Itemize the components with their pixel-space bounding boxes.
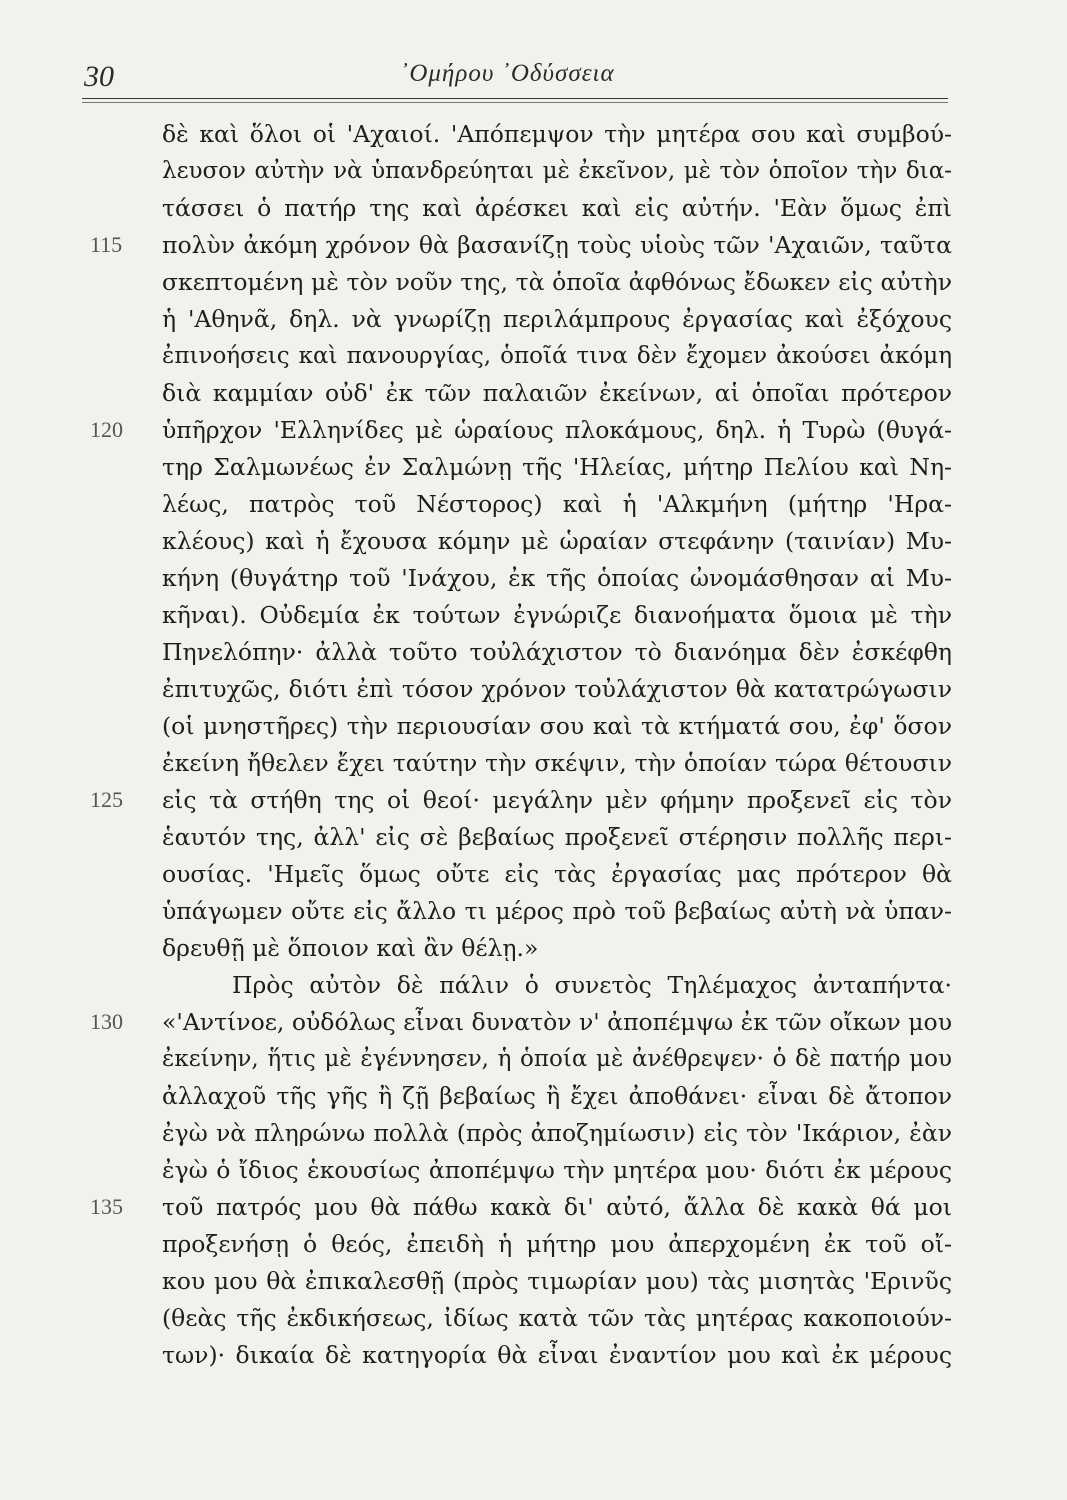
text-line: ἀλλαχοῦ τῆς γῆς ἢ ζῇ βεβαίως ἢ ἔχει ἀποθάνει· εἶναι δὲ ἄτοπον [162,1082,952,1110]
line-number: 120 [90,417,123,442]
text-line: ἐγὼ ὁ ἴδιος ἑκουσίως ἀποπέμψω τὴν μητέρα μου· διότι ἐκ μέρους [162,1156,952,1184]
text-line: σκεπτομένη μὲ τὸν νοῦν της, τὰ ὁποῖα ἀφθόνως ἔδωκεν εἰς αὐτὴν [162,268,952,296]
text-line: ἐκείνην, ἥτις μὲ ἐγέννησεν, ἡ ὁποία μὲ ἀνέθρεψεν· ὁ δὲ πατήρ μου [162,1046,952,1072]
text-line: προξενήσῃ ὁ θεός, ἐπειδὴ ἡ μήτηρ μου ἀπερχομένη ἐκ τοῦ οἴ- [162,1230,952,1258]
text-line: (θεὰς τῆς ἐκδικήσεως, ἰδίως κατὰ τῶν τὰς μητέρας κακοποιούν- [162,1304,952,1332]
text-line: ἐπινοήσεις καὶ πανουργίας, ὁποῖά τινα δὲν ἔχομεν ἀκούσει ἀκόμη [162,343,952,369]
text-line: ἑαυτόν της, ἀλλ' εἰς σὲ βεβαίως προξενεῖ στέρησιν πολλῆς περι- [162,823,952,851]
text-line: ἐγὼ νὰ πληρώνω πολλὰ (πρὸς ἀποζημίωσιν) εἰς τὸν 'Ικάριον, ἐὰν [162,1119,952,1147]
text-line: ὑπῆρχον 'Ελληνίδες μὲ ὡραίους πλοκάμους, δηλ. ἡ Τυρὼ (θυγά- [162,416,952,444]
text-line: κῆναι). Οὐδεμία ἐκ τούτων ἐγνώριζε διανοήματα ὅμοια μὲ τὴν [162,601,952,629]
line-number: 115 [90,232,123,257]
text-line: εἰς τὰ στήθη της οἱ θεοί· μεγάλην μὲν φήμην προξενεῖ εἰς τὸν [162,786,952,814]
text-line: πολὺν ἀκόμη χρόνον θὰ βασανίζῃ τοὺς υἱοὺς τῶν 'Αχαιῶν, ταῦτα [162,231,952,259]
text-line: ἐκείνη ἤθελεν ἔχει ταύτην τὴν σκέψιν, τὴν ὁποίαν τώρα θέτουσιν [162,749,952,777]
text-line: λευσον αὐτὴν νὰ ὑπανδρεύηται μὲ ἐκεῖνον, μὲ τὸν ὁποῖον τὴν δια- [162,158,952,184]
text-line: (οἱ μνηστῆρες) τὴν περιουσίαν σου καὶ τὰ κτήματά σου, ἐφ' ὅσον [162,712,952,740]
text-line: «'Αντίνοε, οὐδόλως εἶναι δυνατὸν ν' ἀποπέμψω ἐκ τῶν οἴκων μου [162,1008,952,1036]
text-line: Πηνελόπην· ἀλλὰ τοῦτο τοὐλάχιστον τὸ διανόημα δὲν ἐσκέφθη [162,638,952,666]
page-number: 30 [84,60,114,93]
text-line: ουσίας. 'Ημεῖς ὅμως οὔτε εἰς τὰς ἐργασίας μας πρότερον θὰ [162,860,952,888]
line-number: 125 [90,787,123,812]
header-rule-thin [82,102,948,103]
text-line: τηρ Σαλμωνέως ἐν Σαλμώνῃ τῆς 'Ηλείας, μήτηρ Πελίου καὶ Νη- [162,453,952,481]
text-line: ὑπάγωμεν οὔτε εἰς ἄλλο τι μέρος πρὸ τοῦ βεβαίως αὐτὴ νὰ ὑπαν- [162,897,952,925]
text-line: των)· δικαία δὲ κατηγορία θὰ εἶναι ἐναντίον μου καὶ ἐκ μέρους [162,1341,952,1369]
text-line: κου μου θὰ ἐπικαλεσθῇ (πρὸς τιμωρίαν μου) τὰς μισητὰς 'Ερινῦς [162,1267,952,1295]
text-line: δρευθῇ μὲ ὅποιον καὶ ἂν θέλῃ.» [162,934,539,962]
text-line: τοῦ πατρός μου θὰ πάθω κακὰ δι' αὐτό, ἄλλα δὲ κακὰ θά μοι [162,1193,952,1221]
text-line: διὰ καμμίαν οὐδ' ἐκ τῶν παλαιῶν ἐκείνων, αἱ ὁποῖαι πρότερον [162,379,952,407]
text-line: δὲ καὶ ὅλοι οἱ 'Αχαιοί. 'Απόπεμψον τὴν μητέρα σου καὶ συμβού- [162,120,952,148]
line-number: 135 [90,1194,123,1219]
text-line: ἐπιτυχῶς, διότι ἐπὶ τόσον χρόνον τοὐλάχιστον θὰ κατατρώγωσιν [162,675,952,703]
line-number: 130 [90,1009,123,1034]
text-line: κλέους) καὶ ἡ ἔχουσα κόμην μὲ ὡραίαν στεφάνην (ταινίαν) Μυ- [162,527,952,555]
text-line: τάσσει ὁ πατήρ της καὶ ἀρέσκει καὶ εἰς αὐτήν. 'Εὰν ὅμως ἐπὶ [162,194,952,222]
text-line: ἡ 'Αθηνᾶ, δηλ. νὰ γνωρίζῃ περιλάμπρους ἐργασίας καὶ ἐξόχους [162,305,952,333]
text-line: λέως, πατρὸς τοῦ Νέστορος) καὶ ἡ 'Αλκμήνη (μήτηρ 'Ηρα- [162,490,952,518]
header-rule [82,98,948,99]
text-line: κήνη (θυγάτηρ τοῦ 'Ινάχου, ἐκ τῆς ὁποίας ὠνομάσθησαν αἱ Μυ- [162,564,952,592]
running-title: ᾿Ομήρου ᾿Οδύσσεια [400,60,615,87]
text-line: Πρὸς αὐτὸν δὲ πάλιν ὁ συνετὸς Τηλέμαχος ἀνταπήντα· [232,971,952,999]
